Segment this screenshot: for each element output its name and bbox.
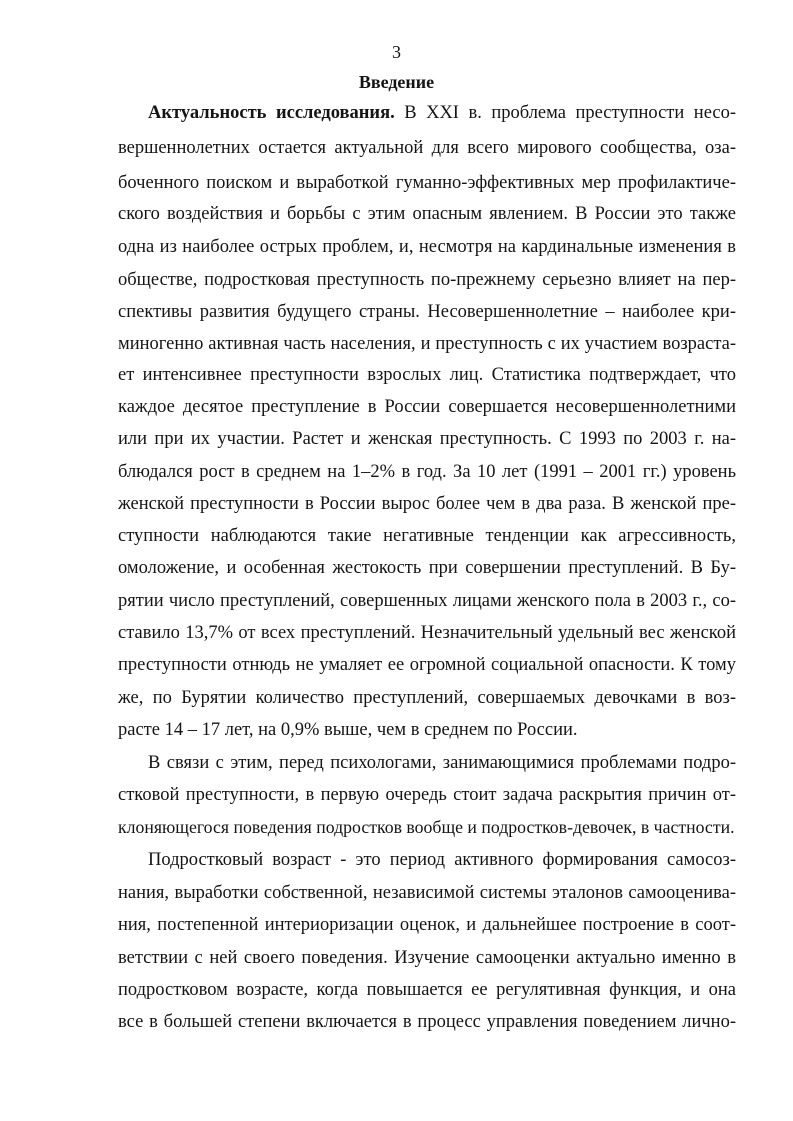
text-line: В связи с этим, перед психологами, занимающимися проблемами подро-: [148, 753, 736, 773]
text-line: ского воздействия и борьбы с этим опасным явлением. В России это также: [118, 204, 736, 224]
text-line: вершеннолетних остается актуальной для всего мирового сообщества, оза-: [118, 138, 736, 158]
text-line: женской преступности в России вырос более чем в два раза. В женской пре-: [118, 494, 736, 514]
text-line: подростковом возрасте, когда повышается ее регулятивная функция, и она: [118, 980, 736, 1000]
text-line: блюдался рост в среднем на 1–2% в год. За 10 лет (1991 – 2001 гг.) уровень: [118, 462, 736, 482]
text-line: ет интенсивнее преступности взрослых лиц. Статистика подтверждает, что: [118, 365, 736, 385]
text-line: спективы развития будущего страны. Несовершеннолетние – наиболее кри-: [118, 302, 736, 322]
text-line: одна из наиболее острых проблем, и, несмотря на кардинальные изменения в: [118, 237, 736, 257]
text-line: ветствии с ней своего поведения. Изучение самооценки актуально именно в: [118, 948, 736, 968]
text-line: нания, выработки собственной, независимой системы эталонов самооценива-: [118, 883, 736, 903]
text-line: омоложение, и особенная жестокость при совершении преступлений. В Бу-: [118, 558, 736, 578]
text-line: стковой преступности, в первую очередь стоит задача раскрытия причин от-: [118, 785, 736, 805]
text-line: ния, постепенной интериоризации оценок, и дальнейшее построение в соот-: [118, 915, 736, 935]
text-line: клоняющегося поведения подростков вообще и подростков-девочек, в частности.: [118, 817, 735, 837]
text-line: Актуальность исследования. В XXI в. проблема преступности несо-: [148, 103, 736, 123]
text-line: преступности отнюдь не умаляет ее огромной социальной опасности. К тому: [118, 655, 736, 675]
text-line: каждое десятое преступление в России совершается несовершеннолетними: [118, 397, 736, 417]
page-number: 3: [392, 42, 401, 62]
text-line: все в большей степени включается в процесс управления поведением лично-: [118, 1012, 736, 1032]
text-line: расте 14 – 17 лет, на 0,9% выше, чем в среднем по России.: [118, 720, 578, 740]
text-line: ставило 13,7% от всех преступлений. Незначительный удельный вес женской: [118, 623, 736, 643]
text-line: или при их участии. Растет и женская преступность. С 1993 по 2003 г. на-: [118, 429, 736, 449]
text-line: же, по Бурятии количество преступлений, совершаемых девочками в воз-: [118, 688, 736, 708]
text-line: миногенно активная часть населения, и преступность с их участием возраста-: [118, 334, 736, 354]
text-line: боченного поиском и выработкой гуманно-эффективных мер профилактиче-: [118, 173, 736, 193]
text-line: обществе, подростковая преступность по-прежнему серьезно влияет на пер-: [118, 270, 736, 290]
text-line: ступности наблюдаются такие негативные тенденции как агрессивность,: [118, 526, 736, 546]
text-line: рятии число преступлений, совершенных лицами женского пола в 2003 г., со-: [118, 591, 736, 611]
section-title: Введение: [358, 72, 435, 92]
paragraph-lead: Актуальность исследования.: [148, 103, 395, 123]
text-line: Подростковый возраст - это период активного формирования самосоз-: [148, 850, 736, 870]
